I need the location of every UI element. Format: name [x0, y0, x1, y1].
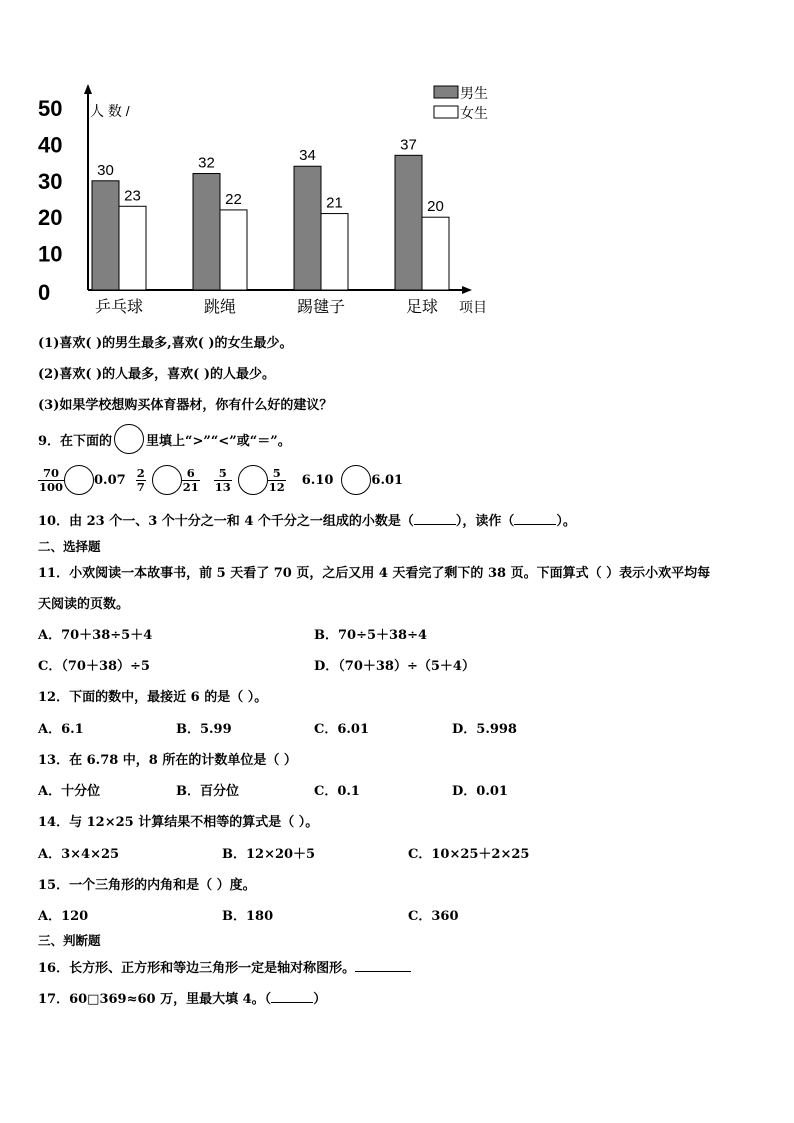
option-b[interactable]: B．70÷5＋38÷4 [314, 628, 428, 643]
option-b[interactable]: B．5.99 [176, 722, 232, 737]
frac-denominator: 12 [268, 479, 285, 494]
option-c[interactable]: C．（70＋38）÷5 [38, 659, 150, 674]
question-8-1: (1)喜欢( )的男生最多,喜欢( )的女生最少。 [38, 336, 293, 351]
y-tick-label: 20 [38, 205, 63, 231]
q10-text-b: ），读作（ [455, 514, 515, 529]
bar-value-label: 23 [124, 187, 141, 205]
question-11-line1: 11．小欢阅读一本故事书，前 5 天看了 70 页，之后又用 4 天看完了剩下的 38 页。下面算式（ ）表示小欢平均每 [38, 566, 711, 581]
answer-blank[interactable] [271, 990, 313, 1003]
option-a[interactable]: A．70＋38÷5＋4 [38, 628, 153, 643]
q16-text: 16．长方形、正方形和等边三角形一定是轴对称图形。 [38, 961, 356, 976]
option-d[interactable]: D．（70＋38）÷（5＋4） [314, 659, 475, 674]
y-tick-label: 50 [38, 96, 63, 121]
frac-numerator: 6 [182, 467, 200, 481]
frac-numerator: 5 [268, 467, 286, 481]
option-a[interactable]: A．3×4×25 [38, 847, 120, 862]
compare-circle-2[interactable] [152, 465, 182, 495]
option-d[interactable]: D．0.01 [452, 784, 508, 799]
bar-value-label: 37 [400, 136, 417, 154]
bar-value-label: 21 [326, 194, 343, 212]
q17-text-a: 17．60□369≈60 万，里最大填 4。（ [38, 992, 272, 1007]
fraction-5-13 [214, 467, 232, 494]
q10-text-a: 10．由 23 个一、3 个十分之一和 4 个千分之一组成的小数是（ [38, 514, 414, 529]
bar-value-label: 32 [198, 154, 215, 172]
bar [422, 217, 449, 290]
option-c[interactable]: C．360 [408, 909, 459, 924]
question-8-3: (3)如果学校想购买体育器材，你有什么好的建议？ [38, 398, 333, 413]
legend-label: 男生 [460, 85, 488, 101]
option-c[interactable]: C．6.01 [314, 722, 370, 737]
frac-numerator: 2 [136, 465, 145, 480]
bar-value-label: 30 [97, 161, 114, 179]
question-17 [38, 988, 326, 1007]
y-axis-arrow-icon [84, 84, 92, 94]
bar [193, 174, 220, 290]
y-tick-label: 40 [38, 132, 63, 158]
bar [220, 210, 247, 290]
answer-blank[interactable] [514, 512, 556, 525]
option-a[interactable]: A．120 [38, 909, 89, 924]
q9-d-right: 6.01 [371, 472, 404, 488]
compare-circle-1[interactable] [64, 465, 94, 495]
y-axis-label: 人 数 / [90, 103, 130, 119]
question-13: 13．在 6.78 中，8 所在的计数单位是（ ） [38, 753, 297, 768]
option-b[interactable]: B．180 [222, 909, 274, 924]
option-d[interactable]: D．5.998 [452, 722, 517, 737]
x-tick-label: 踢毽子 [296, 299, 346, 316]
frac-numerator: 70 [38, 467, 64, 481]
question-11-line2: 天阅读的页数。 [38, 597, 130, 612]
option-c[interactable]: C．0.1 [314, 784, 360, 799]
bar [294, 166, 321, 290]
section-heading-choice: 二、选择题 [38, 539, 101, 554]
frac-numerator: 5 [214, 467, 232, 481]
section-heading-judgement: 三、判断题 [38, 933, 101, 948]
legend-swatch [434, 106, 458, 118]
frac-denominator: 21 [182, 479, 199, 494]
legend-swatch [434, 86, 458, 98]
y-tick-label: 30 [38, 168, 63, 194]
q9-a-right: 0.07 [94, 472, 126, 488]
frac-denominator: 100 [39, 479, 64, 494]
q10-text-c: ）。 [556, 514, 576, 529]
x-tick-label: 足球 [405, 299, 439, 316]
bar [321, 214, 348, 290]
x-axis-arrow-icon [462, 286, 472, 294]
bar [395, 155, 422, 290]
bar [92, 181, 119, 290]
question-16 [38, 957, 411, 976]
answer-blank[interactable] [414, 512, 456, 525]
x-tick-label: 跳绳 [203, 299, 237, 316]
bar-chart [30, 78, 510, 328]
fraction-70-100 [38, 467, 64, 494]
question-9-items [38, 465, 403, 495]
q17-text-b: ） [313, 992, 327, 1007]
option-c[interactable]: C．10×25＋2×25 [408, 847, 530, 862]
frac-denominator: 13 [214, 479, 231, 494]
fraction-6-21 [182, 467, 200, 494]
legend-label: 女生 [460, 105, 488, 121]
y-tick-label: 0 [38, 280, 51, 305]
question-15: 15．一个三角形的内角和是（ ）度。 [38, 878, 256, 893]
q9-d-left: 6.10 [301, 472, 334, 488]
bar-value-label: 20 [427, 198, 444, 216]
question-10 [38, 510, 576, 529]
x-axis-label: 项目 [459, 299, 487, 315]
compare-circle-4[interactable] [341, 465, 371, 495]
frac-denominator: 7 [136, 479, 145, 494]
x-tick-label: 乒乓球 [94, 299, 144, 316]
q9-suffix: 里填上“>”“<”或“＝”。 [146, 433, 291, 449]
bar-value-label: 22 [225, 190, 242, 208]
option-b[interactable]: B．百分位 [176, 784, 239, 799]
question-12: 12．下面的数中，最接近 6 的是（ ）。 [38, 690, 268, 705]
option-a[interactable]: A．6.1 [38, 722, 84, 737]
question-14: 14．与 12×25 计算结果不相等的算式是（ ）。 [38, 815, 319, 830]
option-b[interactable]: B．12×20＋5 [222, 847, 316, 862]
fraction-2-7 [136, 467, 146, 494]
answer-blank[interactable] [355, 959, 411, 972]
q9-prefix: 9．在下面的 [38, 433, 113, 449]
compare-circle-3[interactable] [238, 465, 268, 495]
question-9 [38, 424, 291, 454]
bar-value-label: 34 [299, 147, 316, 165]
bar [119, 206, 146, 290]
option-a[interactable]: A．十分位 [38, 784, 101, 799]
fraction-5-12 [268, 467, 286, 494]
y-tick-label: 10 [38, 241, 63, 267]
answer-circle-icon [114, 424, 144, 454]
question-8-2: (2)喜欢( )的人最多，喜欢( )的人最少。 [38, 367, 276, 382]
